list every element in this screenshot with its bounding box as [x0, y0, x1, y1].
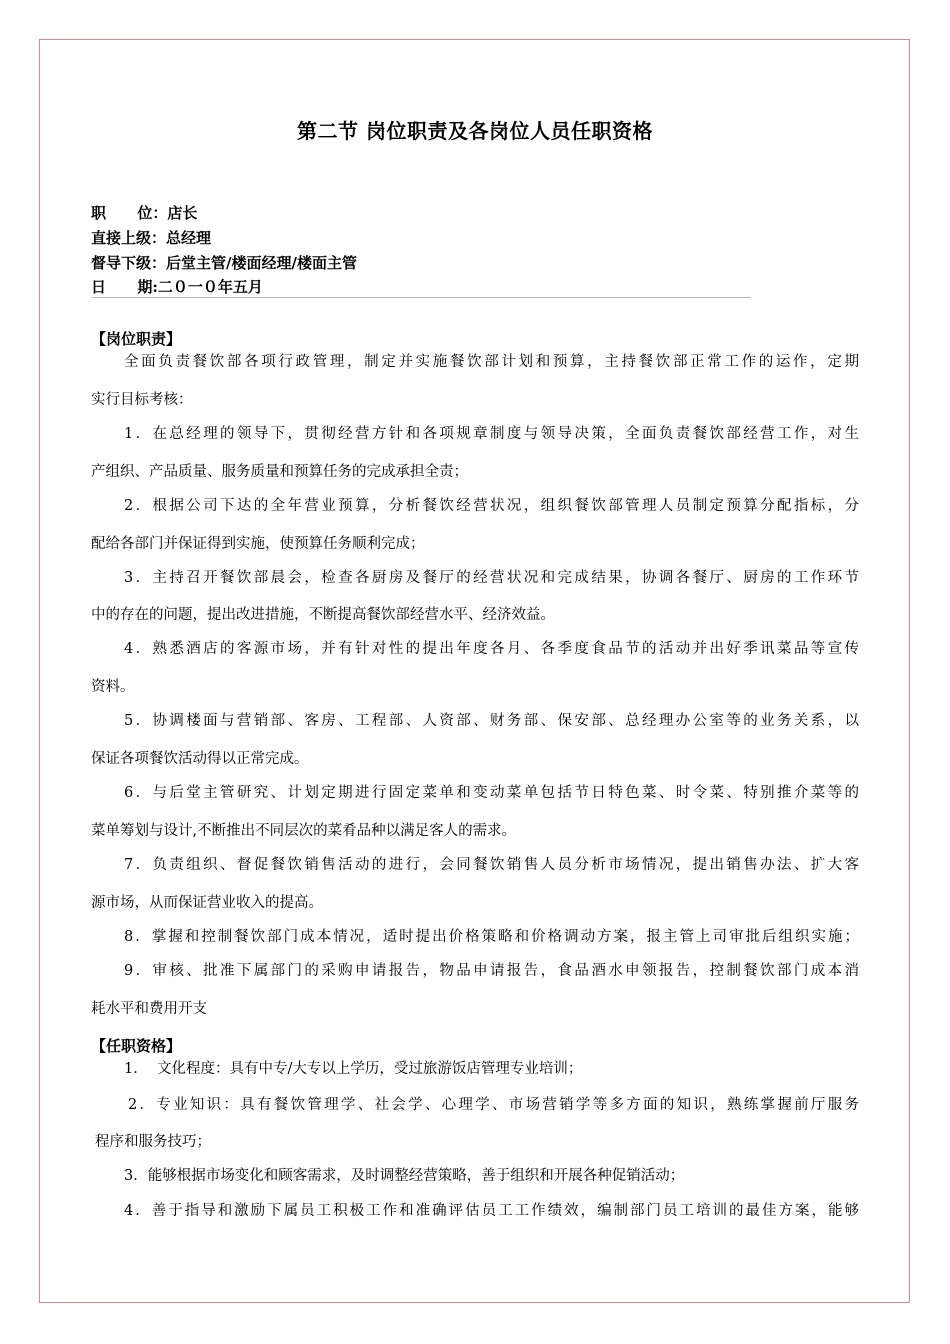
- qualifications-line: 3．能够根据市场变化和顾客需求，及时调整经营策略，善于组织和开展各种促销活动；: [124, 1168, 685, 1184]
- duties-line: 实行目标考核：: [91, 392, 193, 408]
- duties-line: 5．协调楼面与营销部、客房、工程部、人资部、财务部、保安部、总经理办公室等的业务关系，以: [124, 713, 859, 729]
- duties-line: 7．负责组织、督促餐饮销售活动的进行，会同餐饮销售人员分析市场情况，提出销售办法、扩大客: [124, 857, 859, 873]
- header-divider: [91, 297, 751, 298]
- date-label: 日 期:: [91, 278, 158, 296]
- meta-date: [91, 277, 263, 297]
- meta-subordinate: [91, 253, 357, 273]
- duties-line: 保证各项餐饮活动得以正常完成。: [91, 751, 309, 767]
- subordinate-label: 督导下级：: [91, 254, 167, 272]
- duties-line: 全面负责餐饮部各项行政管理，制定并实施餐饮部计划和预算，主持餐饮部正常工作的运作，定期: [124, 354, 859, 370]
- duties-line: 6．与后堂主管研究、计划定期进行固定菜单和变动菜单包括节日特色菜、时令菜、特别推介菜等的: [124, 785, 859, 801]
- qualifications-heading: 【任职资格】: [91, 1037, 182, 1055]
- qualifications-line: 1． 文化程度：具有中专/大专以上学历，受过旅游饭店管理专业培训；: [124, 1061, 583, 1077]
- duties-line: 3．主持召开餐饮部晨会，检查各厨房及餐厅的经营状况和完成结果，协调各餐厅、厨房的工作环节: [124, 570, 859, 586]
- duties-line: 资料。: [91, 679, 135, 695]
- subordinate-value: 后堂主管/楼面经理/楼面主管: [166, 254, 357, 272]
- duties-heading: 【岗位职责】: [91, 330, 182, 348]
- duties-line: 9．审核、批准下属部门的采购申请报告，物品申请报告，食品酒水申领报告，控制餐饮部门成本消: [124, 963, 859, 979]
- qualifications-line: 2．专业知识：具有餐饮管理学、社会学、心理学、市场营销学等多方面的知识，熟练掌握前厅服务: [128, 1097, 859, 1113]
- superior-label: 直接上级：: [91, 229, 167, 247]
- duties-line: 源市场，从而保证营业收入的提高。: [91, 895, 323, 911]
- duties-line: 配给各部门并保证得到实施，使预算任务顺利完成；: [91, 536, 425, 552]
- duties-line: 1．在总经理的领导下，贯彻经营方针和各项规章制度与领导决策，全面负责餐饮部经营工作，对生: [124, 426, 859, 442]
- meta-position: [91, 203, 197, 223]
- date-value: 二０一０年五月: [157, 278, 263, 296]
- superior-value: 总经理: [166, 229, 212, 247]
- duties-line: 耗水平和费用开支: [91, 1001, 207, 1017]
- duties-line: 8．掌握和控制餐饮部门成本情况，适时提出价格策略和价格调动方案，报主管上司审批后组织实施；: [124, 929, 859, 945]
- duties-line: 4．熟悉酒店的客源市场，并有针对性的提出年度各月、各季度食品节的活动并出好季讯菜品等宣传: [124, 641, 859, 657]
- meta-superior: [91, 228, 211, 248]
- duties-line: 菜单筹划与设计,不断推出不同层次的菜肴品种以满足客人的需求。: [91, 823, 517, 839]
- page-title: 第二节 岗位职责及各岗位人员任职资格: [297, 119, 653, 143]
- qualifications-line: 程序和服务技巧；: [95, 1134, 211, 1150]
- position-value: 店长: [167, 204, 198, 222]
- duties-line: 中的存在的问题，提出改进措施，不断提高餐饮部经营水平、经济效益。: [91, 607, 555, 623]
- duties-line: 产组织、产品质量、服务质量和预算任务的完成承担全责；: [91, 464, 468, 480]
- qualifications-line: 4．善于指导和激励下属员工积极工作和准确评估员工工作绩效，编制部门员工培训的最佳方案，能够: [124, 1203, 859, 1219]
- position-label: 职 位：: [91, 204, 168, 222]
- duties-line: 2．根据公司下达的全年营业预算，分析餐饮经营状况，组织餐饮部管理人员制定预算分配指标，分: [124, 498, 859, 514]
